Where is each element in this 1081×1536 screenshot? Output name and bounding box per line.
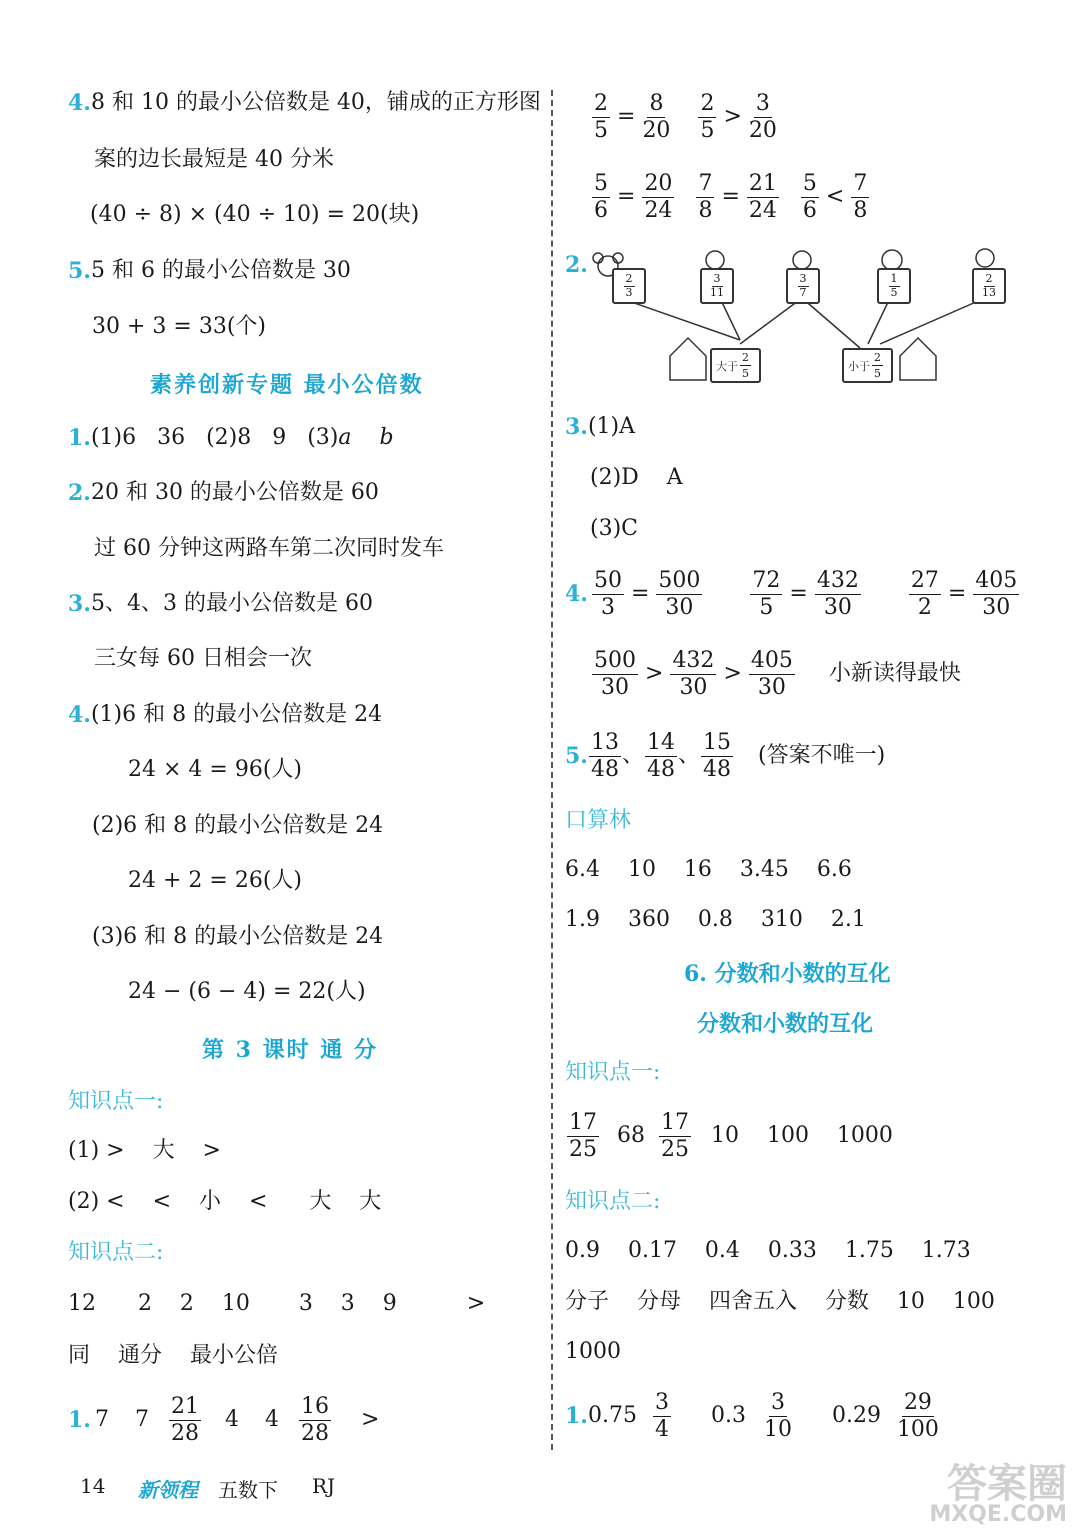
fraction: $\frac{3}{20}$: [748, 90, 777, 143]
item-number: 3.: [68, 591, 91, 617]
house-sign-greater: [710, 348, 761, 383]
section-heading-6: 6. 分数和小数的互化: [684, 961, 891, 987]
fraction: $\frac{5}{6}$: [802, 170, 817, 223]
item-number: 4.: [68, 90, 91, 116]
fraction: $\frac{29}{100}$: [896, 1389, 939, 1442]
watermark-text: 答案圈: [947, 1461, 1067, 1507]
variable-b: b: [379, 425, 394, 450]
watermark-url: MXQE.COM: [929, 1502, 1067, 1527]
knowledge-point-4: 知识点二:: [565, 1189, 661, 1214]
item-number: 1.: [68, 425, 91, 451]
fraction: $\frac{2}{5}$: [874, 351, 881, 380]
right-line-4: [565, 568, 1023, 620]
left-line-15: (3)6 和 8 的最小公倍数是 24: [92, 924, 384, 949]
left-line-19: 12 2 2 10 3 3 9 >: [68, 1291, 486, 1316]
fraction: $\frac{2}{5}$: [594, 90, 608, 143]
item-number: 5.: [68, 258, 91, 284]
match-line: [868, 298, 890, 344]
operator: >: [645, 661, 664, 686]
operator: =: [789, 581, 808, 606]
fraction-card: 3 7: [786, 268, 820, 304]
answer-value: 4: [264, 1407, 279, 1432]
fraction: $\frac{17}{25}$: [569, 1109, 597, 1162]
left-line-12: 24 × 4 = 96(人): [128, 757, 302, 782]
fraction-card: 2 3: [612, 268, 646, 304]
item-number: 2.: [565, 252, 588, 278]
right-line-3b: (2)D A: [590, 465, 683, 490]
dog-icon: [706, 251, 724, 269]
answer-text: 5、4、3 的最小公倍数是 60: [90, 591, 373, 616]
left-line-9: [68, 589, 373, 619]
fraction: $\frac{17}{25}$: [661, 1109, 689, 1162]
fraction: $\frac{2}{5}$: [700, 90, 715, 143]
left-line-2: 案的边长最短是 40 分米: [94, 147, 334, 172]
fraction: $\frac{3}{4}$: [654, 1389, 669, 1442]
match-line: [802, 298, 860, 348]
fraction-card: 2 13: [972, 268, 1006, 304]
operator: <: [825, 184, 845, 209]
cat-icon: [793, 251, 811, 269]
brand-logo: 新领程: [138, 1478, 198, 1502]
operator: =: [617, 184, 636, 209]
fraction: $\frac{16}{28}$: [300, 1393, 329, 1446]
fraction: $\frac{27}{2}$: [910, 567, 939, 620]
fraction: $\frac{21}{24}$: [748, 170, 777, 223]
left-line-11: [68, 700, 382, 730]
fraction: $\frac{432}{30}$: [672, 647, 715, 700]
match-line: [740, 298, 802, 344]
right-line-9: 0.9 0.17 0.4 0.33 1.75 1.73: [565, 1238, 971, 1263]
answer-text: (答案不唯一): [758, 743, 886, 768]
right-line-3a: [565, 412, 635, 442]
answer-value: 10 100 1000: [711, 1123, 893, 1148]
left-line-1: [68, 88, 541, 118]
answer-value: 4: [224, 1407, 239, 1432]
operator: =: [947, 581, 967, 606]
answer-value: 0.29: [831, 1403, 881, 1428]
separator: 、: [677, 743, 700, 768]
operator: =: [617, 104, 636, 129]
fraction: $\frac{13}{48}$: [590, 729, 619, 782]
fraction: $\frac{432}{30}$: [816, 567, 859, 620]
right-line-10: 分子 分母 四舍五入 分数 10 100: [565, 1289, 995, 1314]
item-number: 5.: [565, 743, 588, 769]
left-line-14: 24 + 2 = 26(人): [128, 868, 302, 893]
left-line-20: 同 通分 最小公倍: [68, 1343, 278, 1368]
fraction: $\frac{405}{30}$: [975, 567, 1018, 620]
column-divider: [551, 90, 553, 1450]
fraction: $\frac{15}{48}$: [703, 729, 731, 782]
answer-text: 5 和 6 的最小公倍数是 30: [90, 258, 351, 283]
fraction: $\frac{72}{5}$: [752, 567, 781, 620]
operator: =: [721, 184, 740, 209]
left-line-8: 过 60 分钟这两路车第二次同时发车: [94, 536, 444, 561]
answer-text: (1)A: [587, 414, 636, 439]
right-line-7: 1.9 360 0.8 310 2.1: [565, 907, 866, 932]
left-line-21: [68, 1395, 379, 1445]
fraction-card: 3 11: [700, 268, 734, 304]
item-number: 1.: [565, 1403, 588, 1429]
fox-icon: [976, 249, 994, 267]
item-number: 1.: [68, 1407, 91, 1433]
answer-value: 68: [617, 1123, 645, 1148]
house-sign-less: [842, 348, 893, 383]
operator: >: [723, 104, 742, 129]
variable-a: a: [338, 425, 352, 450]
knowledge-point-1: 知识点一:: [68, 1089, 164, 1114]
operator: >: [723, 661, 742, 686]
right-line-11: 1000: [565, 1339, 621, 1364]
left-line-13: (2)6 和 8 的最小公倍数是 24: [92, 813, 384, 838]
house-icon: [670, 338, 706, 380]
fraction: $\frac{20}{24}$: [644, 170, 673, 223]
sign-label: 大于: [716, 359, 738, 373]
item-number: 2.: [68, 480, 91, 506]
answer-text: 小新读得最快: [828, 661, 961, 686]
answer-value: 7: [94, 1407, 109, 1432]
left-line-6: [68, 423, 394, 453]
answer-value: 0.3: [710, 1403, 746, 1428]
right-line-3c: (3)C: [590, 516, 638, 541]
sign-label: 小于: [848, 359, 870, 373]
left-line-7: [68, 478, 379, 508]
fraction-card: 1 5: [877, 268, 911, 304]
match-line: [620, 298, 740, 340]
left-line-4: [68, 256, 351, 286]
right-line-1: [588, 92, 781, 142]
item-number: 4.: [565, 581, 588, 607]
answer-value: 7: [134, 1407, 149, 1432]
fraction: $\frac{405}{30}$: [750, 647, 793, 700]
edition-label: RJ: [312, 1474, 336, 1498]
item-number: 3.: [565, 414, 588, 440]
left-line-18: (2) < < 小 < 大 大: [68, 1189, 382, 1214]
right-line-12: [565, 1390, 943, 1442]
watermark: [891, 1448, 1081, 1536]
left-line-16: 24 − (6 − 4) = 22(人): [128, 979, 366, 1004]
answer-text: (1)6 和 8 的最小公倍数是 24: [90, 702, 383, 727]
right-line-8: [563, 1110, 893, 1162]
knowledge-point-2: 知识点二:: [68, 1240, 164, 1265]
match-line: [880, 298, 985, 344]
left-line-17: (1) > 大 >: [68, 1138, 221, 1163]
right-line-5: [565, 730, 885, 782]
house-icon: [900, 338, 936, 380]
knowledge-point-3: 知识点一:: [565, 1060, 661, 1085]
left-line-5: 30 + 3 = 33(个): [92, 314, 266, 339]
right-line-6: 6.4 10 16 3.45 6.6: [565, 857, 852, 882]
fraction: $\frac{500}{30}$: [658, 567, 701, 620]
section-heading-sub: 分数和小数的互化: [697, 1011, 874, 1037]
answer-text: 8 和 10 的最小公倍数是 40，铺成的正方形图: [90, 90, 541, 115]
left-line-3: (40 ÷ 8) × (40 ÷ 10) = 20(块): [90, 202, 420, 227]
page-number: 14: [80, 1474, 106, 1498]
fraction: $\frac{21}{28}$: [170, 1393, 199, 1446]
fraction: $\frac{14}{48}$: [646, 729, 675, 782]
fraction: $\frac{8}{20}$: [642, 90, 671, 143]
monkey-icon: [882, 250, 902, 270]
grade-label: 五数下: [218, 1478, 278, 1502]
separator: 、: [621, 743, 644, 768]
right-line-4b: [588, 648, 961, 700]
answer-value: 0.75: [587, 1403, 637, 1428]
operator: =: [630, 581, 650, 606]
section-heading-lcm: 素养创新专题 最小公倍数: [150, 372, 424, 398]
fraction: $\frac{2}{5}$: [742, 351, 749, 380]
item-number: 4.: [68, 702, 91, 728]
fraction: $\frac{50}{3}$: [593, 567, 622, 620]
fraction: $\frac{3}{10}$: [763, 1389, 792, 1442]
answer-text: 20 和 30 的最小公倍数是 60: [90, 480, 379, 505]
answer-text: (1)6 36 (2)8 9 (3): [90, 425, 339, 450]
right-item-2: [565, 250, 588, 280]
answer-value: >: [360, 1407, 380, 1432]
oral-calc-label: 口算林: [565, 808, 632, 833]
right-line-2: [588, 172, 873, 222]
fraction: $\frac{5}{6}$: [594, 170, 608, 223]
section-heading-lesson3: 第 3 课时 通 分: [202, 1037, 378, 1063]
left-line-10: 三女每 60 日相会一次: [94, 646, 312, 671]
fraction: $\frac{7}{8}$: [698, 170, 713, 223]
fraction: $\frac{7}{8}$: [853, 170, 868, 223]
fraction: $\frac{500}{30}$: [594, 647, 636, 700]
